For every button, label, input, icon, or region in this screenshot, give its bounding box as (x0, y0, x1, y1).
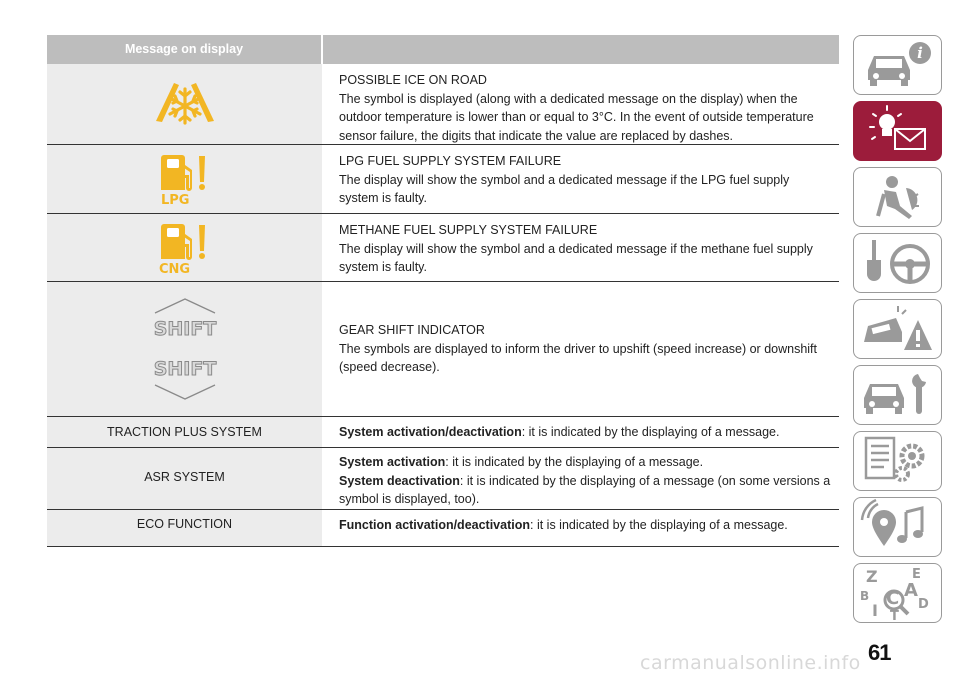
cng-icon-label: CNG (158, 261, 190, 276)
svg-text:T: T (890, 609, 899, 621)
sidebar-item-index[interactable] (853, 563, 942, 623)
watermark-text: carmanualsonline.info (640, 652, 861, 674)
lpg-description: The display will show the symbol and a dedicated message if the LPG fuel supply system is faulty. (339, 172, 790, 205)
alphabetical-index-icon (854, 564, 940, 621)
chapter-sidebar (853, 35, 943, 629)
lpg-icon-label: LPG (160, 193, 189, 207)
header-message-on-display: Message on display (47, 35, 321, 64)
asr-system-label: ASR SYSTEM (144, 470, 225, 484)
message-table (47, 35, 839, 547)
shift-title: GEAR SHIFT INDICATOR (339, 323, 485, 338)
cng-fuel-failure-icon (159, 220, 211, 276)
gear-shift-indicator-icon (145, 297, 225, 401)
sidebar-item-maintenance[interactable] (853, 365, 942, 425)
ice-title: POSSIBLE ICE ON ROAD (339, 73, 487, 87)
shift-up-label: SHIFT (153, 318, 216, 340)
table-row (47, 282, 839, 417)
technical-data-gear-icon (854, 432, 940, 489)
sidebar-item-warning-lights[interactable] (853, 101, 942, 161)
warning-light-message-icon (854, 102, 940, 159)
svg-text:C: C (886, 588, 900, 609)
svg-text:E: E (912, 567, 921, 582)
table-row (47, 448, 839, 510)
cng-description: The display will show the symbol and a dedicated message if the methane fuel supply system is faulty. (339, 241, 813, 274)
sidebar-item-multimedia[interactable] (853, 497, 942, 557)
svg-text:D: D (918, 597, 929, 612)
traction-text: : it is indicated by the displaying of a message. (521, 425, 780, 439)
page-number: 61 (868, 640, 891, 665)
table-header (47, 35, 839, 64)
sidebar-item-technical-data[interactable] (853, 431, 942, 491)
table-row (47, 145, 839, 214)
table-row (47, 64, 839, 145)
table-row (47, 214, 839, 282)
asr-deactivation-text: : it is indicated by the displaying of a message (on some versions a symbol is displayed, too). (339, 473, 831, 506)
svg-text:A: A (904, 580, 918, 601)
sidebar-item-emergency[interactable] (853, 299, 942, 359)
lpg-title: LPG FUEL SUPPLY SYSTEM FAILURE (339, 154, 562, 168)
svg-text:I: I (872, 601, 878, 620)
shift-description: The symbols are displayed to inform the driver to upshift (speed increase) or downshift (speed decrease). (339, 341, 818, 375)
eco-function-label: ECO FUNCTION (136, 517, 233, 531)
key-steering-wheel-icon (854, 234, 940, 291)
asr-deactivation-bold: System deactivation (339, 473, 460, 488)
asr-activation-bold: System activation (339, 455, 446, 469)
asr-activation-text: : it is indicated by the displaying of a message. (445, 455, 704, 469)
car-accident-warning-icon (854, 300, 940, 357)
traction-plus-label: TRACTION PLUS SYSTEM (47, 417, 322, 447)
car-maintenance-wrench-icon (854, 366, 940, 423)
svg-text:Z: Z (866, 567, 878, 586)
traction-bold: System activation/deactivation (339, 425, 522, 439)
ice-warning-icon (152, 79, 218, 129)
ice-description: The symbol is displayed (along with a dedicated message on the display) when the outdoor temperature is lower than or equal to 3°C. In the event of outside temperature sensor failure, the digits that indicate the value are replaced by dashes. (339, 91, 814, 143)
svg-text:B: B (860, 589, 870, 603)
multimedia-music-icon (854, 498, 940, 555)
shift-down-label: SHIFT (153, 358, 216, 380)
car-info-icon (854, 36, 940, 93)
sidebar-item-starting-driving[interactable] (853, 233, 942, 293)
table-row (47, 417, 839, 448)
cng-title: METHANE FUEL SUPPLY SYSTEM FAILURE (339, 223, 598, 237)
lpg-fuel-failure-icon (159, 151, 211, 207)
eco-bold: Function activation/deactivation (339, 518, 530, 532)
sidebar-item-car-info[interactable] (853, 35, 942, 95)
sidebar-item-safety[interactable] (853, 167, 942, 227)
airbag-seat-icon (854, 168, 940, 225)
header-description (323, 35, 839, 64)
svg-text:i: i (917, 44, 923, 62)
table-row (47, 510, 839, 547)
eco-text: : it is indicated by the displaying of a message. (530, 518, 788, 532)
